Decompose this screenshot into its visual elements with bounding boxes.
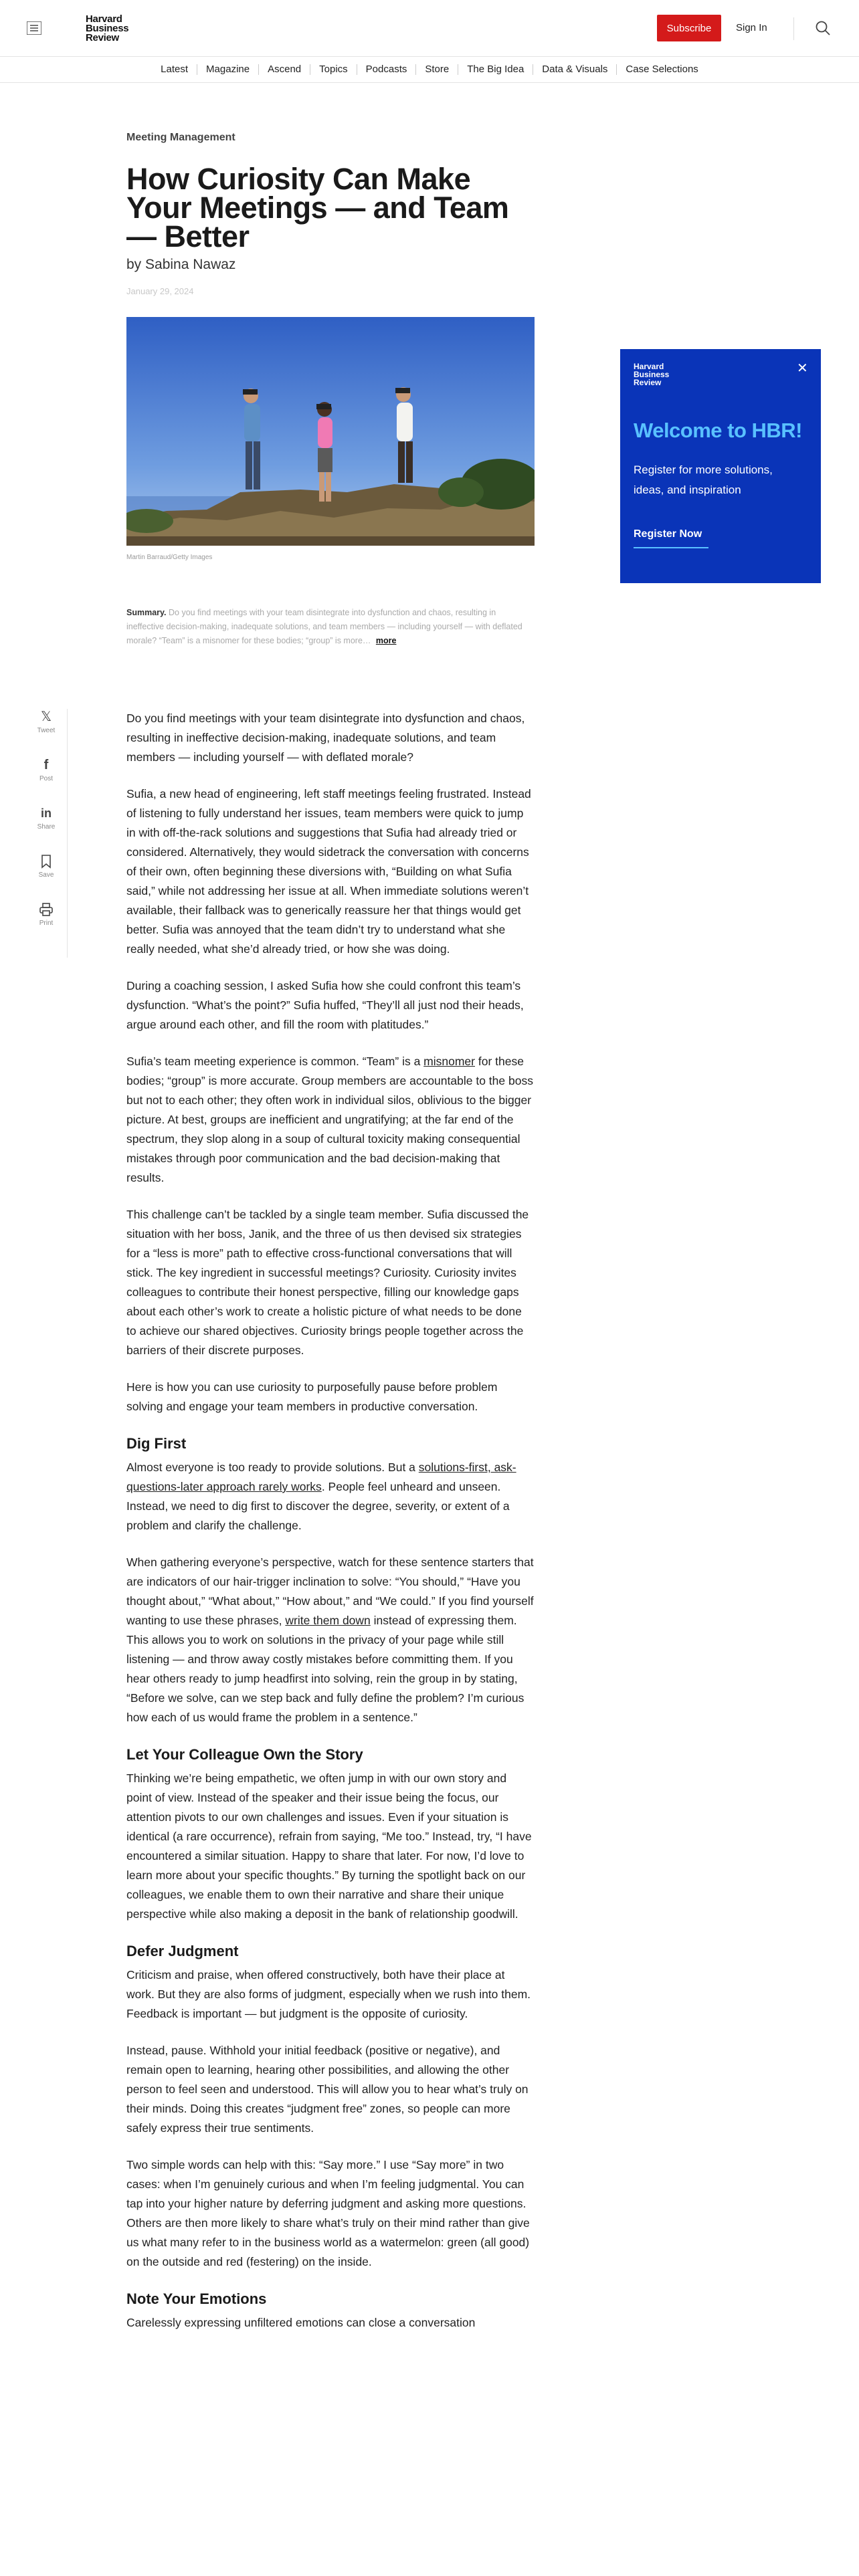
nav-item-case-selections[interactable]: Case Selections [626, 64, 698, 75]
paragraph: Carelessly expressing unfiltered emotions can close a conversation [126, 2316, 476, 2329]
paragraph [126, 1458, 535, 1535]
welcome-promo [620, 349, 821, 583]
subscribe-button[interactable]: Subscribe [657, 15, 721, 41]
text-run: . People feel unheard and unseen. Instead, we need to dig first to discover the degree, severity, or extent of a problem and clarify the challenge. [126, 1480, 510, 1532]
text-run: for these bodies; “group” is more accurate. Group members are accountable to the boss but not to each other; they often work in individual silos, oblivious to the bigger picture. At best, groups are inefficient and ungratifying; at the far end of the spectrum, they slop along in a soup of cultural toxicity making consequential mistakes through poor communication and the bad decision-making that results. [126, 1055, 533, 1184]
bookmark-icon [41, 853, 52, 869]
search-icon[interactable] [815, 20, 831, 36]
main-nav [0, 57, 859, 83]
paragraph [126, 1052, 535, 1188]
solutions-first-link[interactable]: solutions-first, ask-questions-later approach rarely works [126, 1461, 516, 1493]
paragraph: Instead, pause. Withhold your initial feedback (positive or negative), and remain open to learning, hearing other possibilities, and allowing the other person to feel seen and understood. This will allow you to hear what’s truly on their minds. Doing this creates “judgment free” zones, so people can more safely express their true sentiments. [126, 2044, 529, 2135]
text-run: Almost everyone is too ready to provide solutions. But a [126, 1461, 419, 1474]
share-linkedin-button[interactable] [25, 805, 67, 831]
x-icon: 𝕏 [40, 710, 52, 724]
publish-date: January 29, 2024 [126, 286, 194, 296]
share-label: Post [39, 775, 53, 782]
paragraph: This challenge can’t be tackled by a single team member. Sufia discussed the situation with her boss, Janik, and the three of us then devised six strategies for a “less is more” path to effective cross-functional conversations that will stick. The key ingredient in successful meetings? Curiosity. Curiosity invites colleagues to contribute their honest perspective, filling our knowledge gaps about each other’s work to create a holistic picture of what needs to be done to achieve our shared objectives. Curiosity brings people together across the barriers of their discrete purposes. [126, 1208, 529, 1357]
write-them-down-link[interactable]: write them down [285, 1614, 371, 1627]
logo-line: Review [86, 32, 119, 43]
share-tweet-button[interactable] [25, 709, 67, 734]
paragraph: Here is how you can use curiosity to purposefully pause before problem solving and engage your team members in productive conversation. [126, 1380, 498, 1413]
share-label: Save [38, 871, 54, 879]
share-label: Share [37, 823, 56, 831]
misnomer-link[interactable]: misnomer [423, 1055, 475, 1068]
nav-item-topics[interactable]: Topics [310, 64, 357, 75]
summary-label: Summary. [126, 608, 167, 617]
paragraph: Criticism and praise, when offered constructively, both have their place at work. But they are also forms of judgment, especially when we rush into them. Feedback is important — but judgment is the opposite of curiosity. [126, 1968, 531, 2020]
nav-item-big-idea[interactable]: The Big Idea [458, 64, 533, 75]
nav-item-ascend[interactable]: Ascend [259, 64, 310, 75]
nav-item-store[interactable]: Store [416, 64, 458, 75]
register-now-button[interactable]: Register Now [634, 528, 708, 548]
paragraph: During a coaching session, I asked Sufia how she could confront this team’s dysfunction. “What’s the point?” Sufia huffed, “They’ll all just nod their heads, argue around each other, and fill the room with platitudes.” [126, 979, 524, 1031]
logo-line: Harvard [634, 362, 664, 371]
sign-in-link[interactable]: Sign In [736, 22, 767, 33]
paragraph: Sufia, a new head of engineering, left staff meetings feeling frustrated. Instead of listening to fully understand her issues, team members were quick to jump in with off-the-rack solutions and suggestions that Sufia had already tried or considered. Alternatively, they would sidetrack the conversation with concerns of their own, often beginning these diversions with, “Building on what Sufia said,” while not addressing her issue at all. When immediate solutions weren’t available, their fallback was to generically reassure her that things would get better. Sufia was annoyed that the team didn’t try to understand what she really needed, what she’d already tried, or how she was doing. [126, 787, 531, 956]
summary-more-button[interactable]: more [375, 636, 397, 645]
linkedin-icon: in [41, 807, 52, 820]
text-run: instead of expressing them. This allows you to work on solutions in the privacy of your page while still listening — and throw away costly mistakes before committing them. If you hear others ready to jump headfirst into solving, rein the group in by stating, “Before we solve, can we step back and fully define the problem? I’m curious how each of us would frame the problem in a sentence.” [126, 1614, 524, 1724]
facebook-icon: f [43, 758, 49, 772]
save-button[interactable] [25, 853, 67, 879]
logo-line: Review [634, 378, 662, 387]
share-rail [25, 709, 68, 958]
logo-line: Business [634, 370, 670, 379]
article-title: How Curiosity Can Make Your Meetings — and Team — Better [126, 162, 509, 253]
promo-title: Welcome to HBR! [634, 419, 803, 442]
topic-kicker[interactable]: Meeting Management [126, 132, 235, 143]
author-byline[interactable]: by Sabina Nawaz [126, 257, 236, 272]
section-heading: Dig First [126, 1435, 187, 1452]
paragraph: Two simple words can help with this: “Say more.” I use “Say more” in two cases: when I’m genuinely curious and when I’m feeling judgmental. You can tap into your higher nature by deferring judgment and asking more questions. Others are then more likely to share what’s truly on their mind rather than give us what many refer to in the business world as a watermelon: green (all good) on the outside and red (festering) on the inside. [126, 2158, 530, 2268]
summary-text: Do you find meetings with your team disintegrate into dysfunction and chaos, resulting in ineffective decision-making, inadequate solutions, and team members — including yourself — with deflated morale? “Team” is a misnomer for these bodies; “group” is more… [126, 608, 522, 645]
image-credit: Martin Barraud/Getty Images [126, 554, 213, 561]
paragraph: Do you find meetings with your team disintegrate into dysfunction and chaos, resulting in ineffective decision-making, inadequate solutions, and team members — including yourself — with deflated morale? [126, 712, 525, 764]
share-label: Print [39, 920, 54, 927]
nav-item-magazine[interactable]: Magazine [197, 64, 259, 75]
share-post-button[interactable] [25, 757, 67, 782]
share-label: Tweet [37, 727, 56, 734]
article-summary [126, 606, 532, 648]
hbr-logo[interactable] [86, 15, 128, 43]
text-run: Sufia’s team meeting experience is common. “Team” is a [126, 1055, 424, 1068]
section-heading: Defer Judgment [126, 1943, 239, 1959]
printer-icon [39, 901, 54, 918]
nav-item-data-visuals[interactable]: Data & Visuals [533, 64, 617, 75]
section-heading: Let Your Colleague Own the Story [126, 1746, 363, 1763]
article-body [126, 709, 535, 2350]
menu-icon[interactable] [27, 21, 41, 35]
text-run: When gathering everyone’s perspective, watch for these sentence starters that are indicators of our hair-trigger inclination to solve: “You should,” “Have you thought about,” “What about,” “How about,” and “We could.” If you find yourself wanting to use these phrases, [126, 1555, 534, 1627]
hero-image [126, 317, 535, 546]
nav-item-podcasts[interactable]: Podcasts [357, 64, 417, 75]
divider [793, 17, 794, 40]
paragraph [126, 1553, 535, 1727]
nav-item-latest[interactable]: Latest [152, 64, 197, 75]
logo-line: Business [86, 23, 129, 34]
paragraph: Thinking we’re being empathetic, we often jump in with our own story and point of view. Instead of the speaker and their issue being the focus, our attention pivots to our own challenges and issues. Even if your situation is identical (a rare occurrence), refrain from saying, “Me too.” Instead, try, “I have encountered a similar situation. Happy to share that later. For now, I’d love to learn more about your specific thoughts.” By turning the spotlight back on our colleagues, we enable them to own their narrative and share their unique perspective while also making a deposit in the bank of relationship goodwill. [126, 1772, 532, 1921]
section-heading: Note Your Emotions [126, 2290, 267, 2307]
logo-line: Harvard [86, 13, 122, 25]
close-icon[interactable]: ✕ [797, 361, 808, 376]
print-button[interactable] [25, 901, 67, 927]
top-bar [0, 0, 859, 57]
promo-logo [634, 362, 669, 387]
promo-text: Register for more solutions, ideas, and inspiration [634, 463, 773, 496]
